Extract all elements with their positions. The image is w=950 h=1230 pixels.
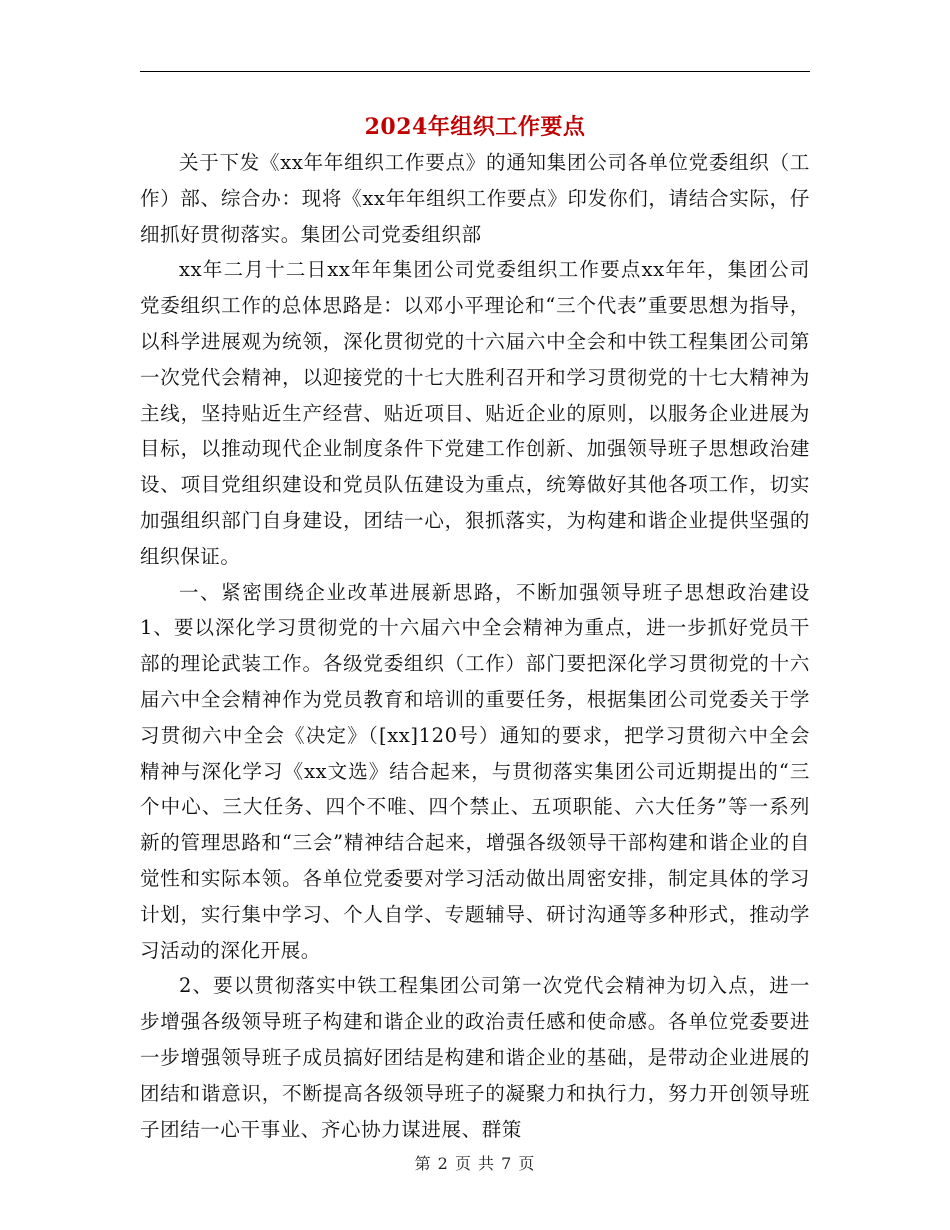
document-body	[140, 145, 810, 1147]
page-number-label: 第 2 页 共 7 页	[414, 1154, 536, 1173]
paragraph-section-one: 一、紧密围绕企业改革进展新思路，不断加强领导班子思想政治建设1、要以深化学习贯彻党的十六届六中全会精神为重点，进一步抓好党员干部的理论武装工作。各级党委组织（工作）部门要把深化学习贯彻党的十六届六中全会精神作为党员教育和培训的重要任务，根据集团公司党委关于学习贯彻六中全会《决定》（[xx]120号）通知的要求，把学习贯彻六中全会精神与深化学习《xx文选》结合起来，与贯彻落实集团公司近期提出的“三个中心、三大任务、四个不唯、四个禁止、五项职能、六大任务”等一系列新的管理思路和“三会”精神结合起来，增强各级领导干部构建和谐企业的自觉性和实际本领。各单位党委要对学习活动做出周密安排，制定具体的学习计划，实行集中学习、个人自学、专题辅导、研讨沟通等多种形式，推动学习活动的深化开展。	[140, 580, 810, 962]
paragraph-overall-approach: xx年二月十二日xx年年集团公司党委组织工作要点xx年年，集团公司党委组织工作的总体思路是：以邓小平理论和“三个代表”重要思想为指导，以科学进展观为统领，深化贯彻党的十六届六中全会和中铁工程集团公司第一次党代会精神，以迎接党的十七大胜利召开和学习贯彻党的十七大精神为主线，坚持贴近生产经营、贴近项目、贴近企业的原则，以服务企业进展为目标，以推动现代企业制度条件下党建工作创新、加强领导班子思想政治建设、项目党组织建设和党员队伍建设为重点，统筹做好其他各项工作，切实加强组织部门自身建设，团结一心，狠抓落实，为构建和谐企业提供坚强的组织保证。	[140, 258, 810, 568]
paragraph-item-two: 2、要以贯彻落实中铁工程集团公司第一次党代会精神为切入点，进一步增强各级领导班子构建和谐企业的政治责任感和使命感。各单位党委要进一步增强领导班子成员搞好团结是构建和谐企业的基础，是带动企业进展的团结和谐意识，不断提高各级领导班子的凝聚力和执行力，努力开创领导班子团结一心干事业、齐心协力谋进展、群策	[140, 974, 810, 1141]
document-title: 2024年组织工作要点	[364, 114, 586, 140]
header-rule	[140, 71, 810, 72]
paragraph-notice: 关于下发《xx年年组织工作要点》的通知集团公司各单位党委组织（工作）部、综合办：现将《xx年年组织工作要点》印发你们，请结合实际，仔细抓好贯彻落实。集团公司党委组织部	[140, 151, 810, 246]
page-footer	[140, 1152, 810, 1176]
